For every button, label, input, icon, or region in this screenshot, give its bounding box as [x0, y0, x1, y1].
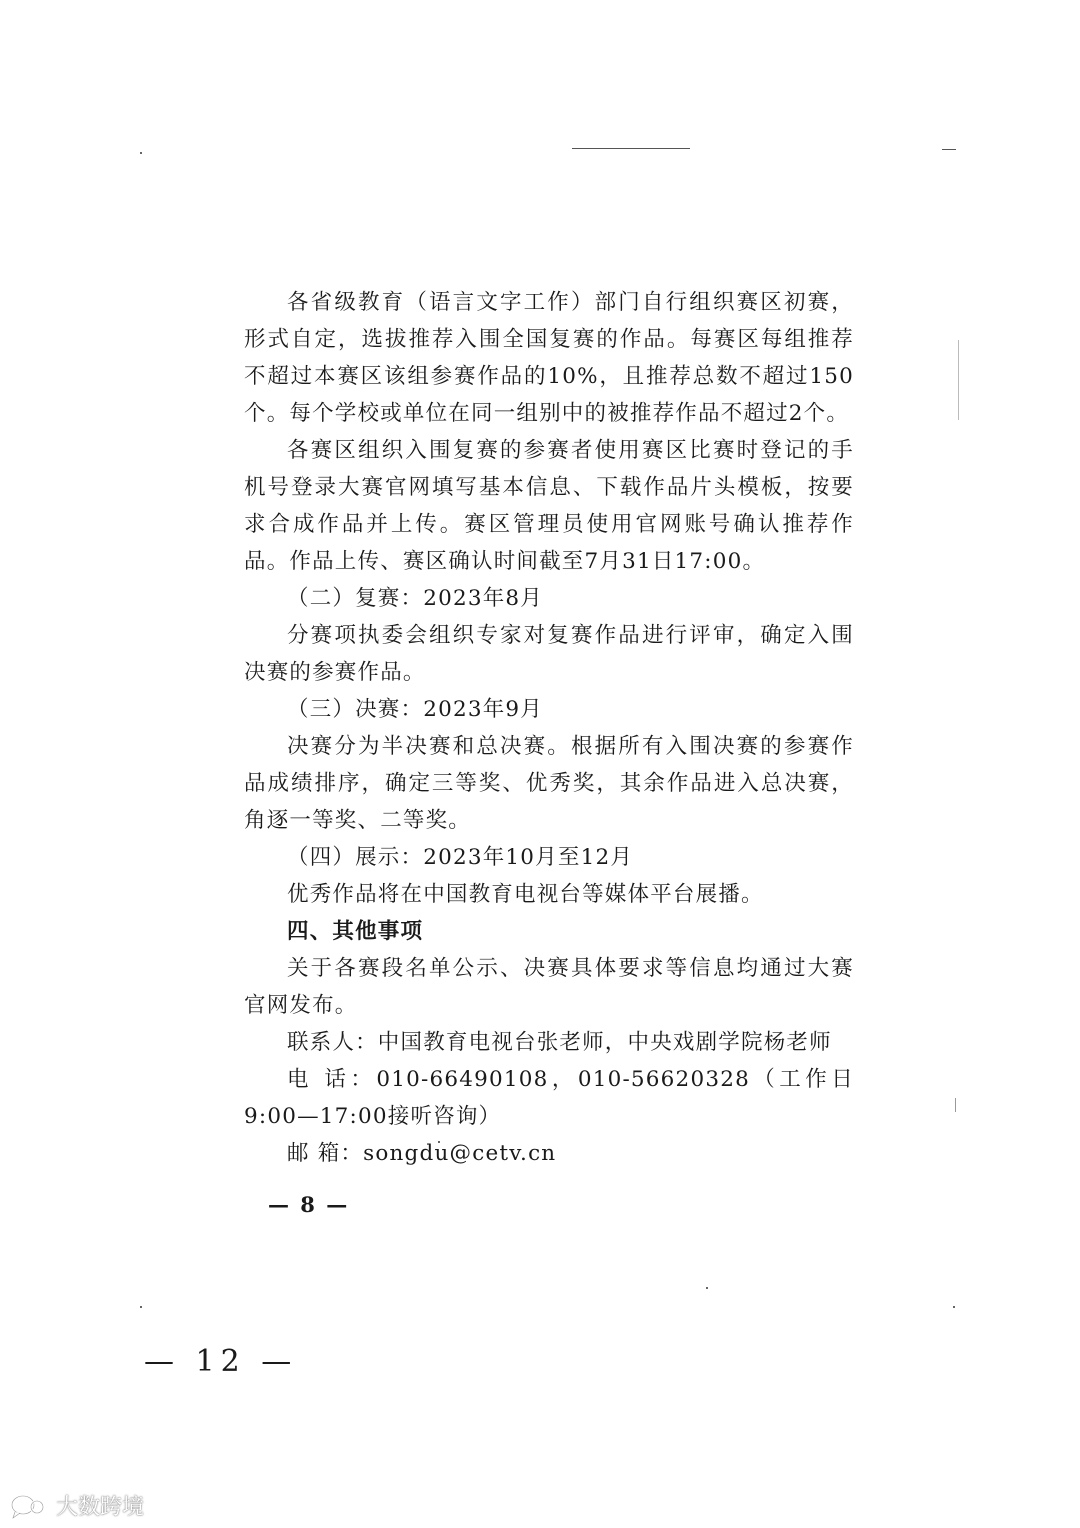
scan-dot: [706, 1287, 708, 1289]
heading-other-matters: 四、其他事项: [287, 919, 424, 944]
contact-person: 联系人：中国教育电视台张老师，中央戏剧学院杨老师: [287, 1030, 832, 1055]
contact-email: 邮 箱：songdu@cetv.cn: [287, 1141, 557, 1166]
outer-page-number: — 12 —: [144, 1344, 298, 1379]
heading-semifinal: （二）复赛：2023年8月: [287, 586, 543, 611]
scan-dot: [140, 1306, 142, 1308]
heading-showcase: （四）展示：2023年10月至12月: [287, 845, 634, 870]
document-body: [244, 284, 854, 1172]
paragraph-semifinal: 分赛项执委会组织专家对复赛作品进行评审，确定入围决赛的参赛作品。: [244, 623, 854, 685]
contact-phone: 电 话：010-66490108，010-56620328（工作日 9:00—17:00接听咨询）: [244, 1067, 854, 1129]
scan-right-tick: [958, 340, 959, 420]
scan-top-rule: [572, 148, 690, 149]
paragraph-final: 决赛分为半决赛和总决赛。根据所有入围决赛的参赛作品成绩排序，确定三等奖、优秀奖，其余作品进入总决赛，角逐一等奖、二等奖。: [244, 734, 854, 833]
paragraph-showcase: 优秀作品将在中国教育电视台等媒体平台展播。: [287, 882, 764, 907]
inner-page-number: — 8 —: [268, 1192, 350, 1217]
paragraph-announcements: 关于各赛段名单公示、决赛具体要求等信息均通过大赛官网发布。: [244, 956, 854, 1018]
heading-final: （三）决赛：2023年9月: [287, 697, 543, 722]
scan-corner-mark: [942, 149, 956, 150]
scan-dot: [140, 152, 142, 154]
paragraph-upload: 各赛区组织入围复赛的参赛者使用赛区比赛时登记的手机号登录大赛官网填写基本信息、下载作品片头模板，按要求合成作品并上传。赛区管理员使用官网账号确认推荐作品。作品上传、赛区确认时间截至7月31日17:00。: [244, 438, 854, 574]
watermark: [10, 1490, 144, 1521]
paragraph-preliminary: 各省级教育（语言文字工作）部门自行组织赛区初赛，形式自定，选拔推荐入围全国复赛的作品。每赛区每组推荐不超过本赛区该组参赛作品的10%，且推荐总数不超过150个。每个学校或单位在同一组别中的被推荐作品不超过2个。: [244, 290, 854, 426]
scan-dot: [953, 1306, 955, 1308]
chat-bubble-logo-icon: [10, 1493, 50, 1519]
scan-right-tick-2: [955, 1098, 956, 1112]
watermark-text: 大数跨境: [56, 1495, 145, 1520]
